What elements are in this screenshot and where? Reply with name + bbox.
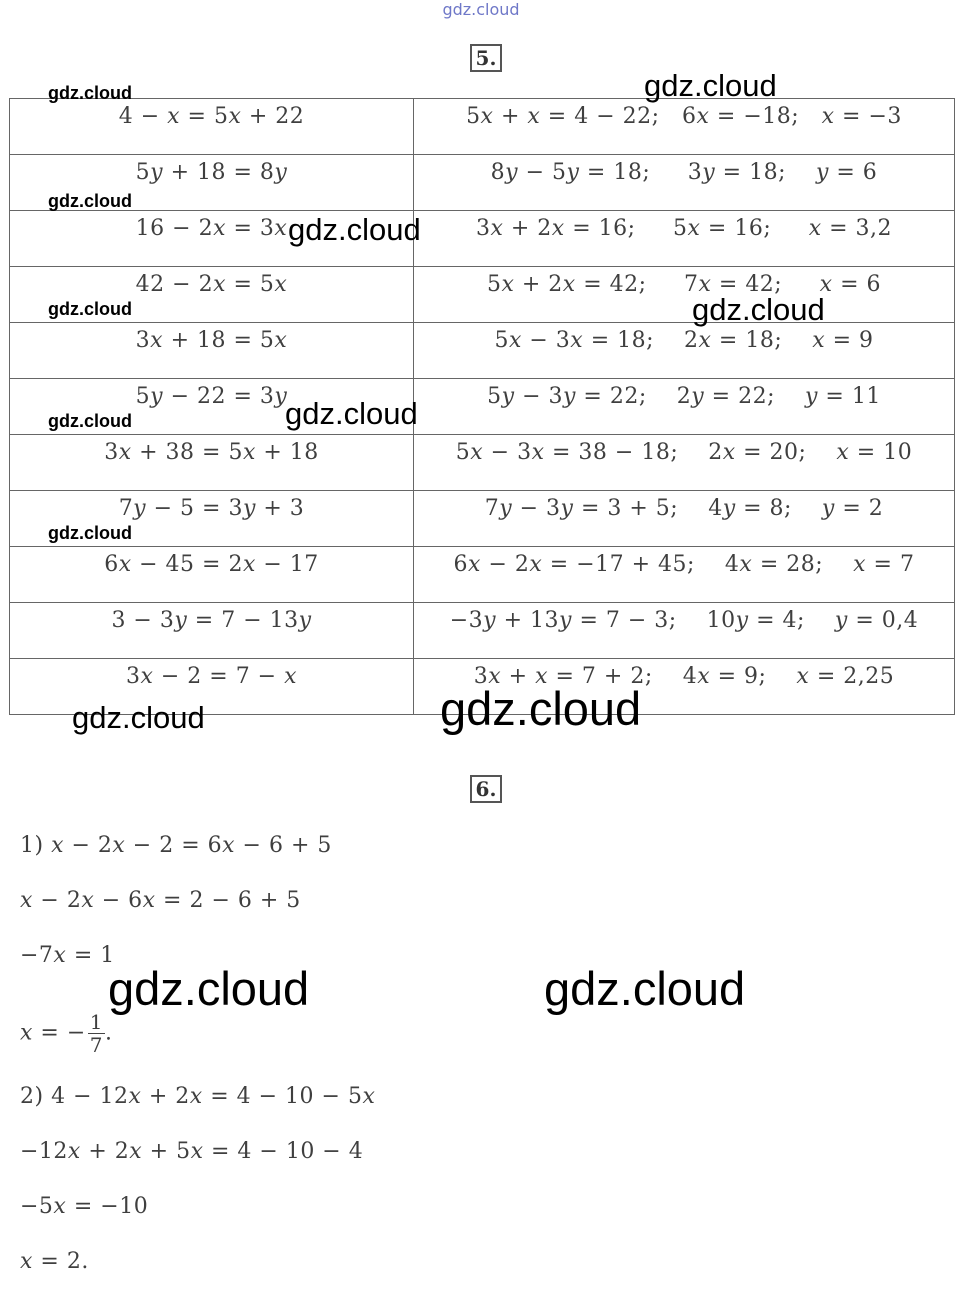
- solution-cell: [414, 267, 955, 327]
- solution-text: 3𝑥 + 2𝑥 = 16; 5𝑥 = 16; 𝑥 = 3,2: [475, 216, 893, 241]
- solution-text: 5𝑥 − 3𝑥 = 38 − 18; 2𝑥 = 20; 𝑥 = 10: [455, 440, 913, 465]
- solution-line: 𝑥 − 2𝑥 − 6𝑥 = 2 − 6 + 5: [20, 888, 301, 913]
- equation-row: [10, 435, 955, 491]
- equation-text: 6𝑥 − 45 = 2𝑥 − 17: [104, 552, 319, 577]
- fraction: [88, 1011, 105, 1056]
- solution-cell: [414, 99, 955, 155]
- equation-text: 7𝑦 − 5 = 3𝑦 + 3: [118, 496, 305, 521]
- solution-text: −3𝑦 + 13𝑦 = 7 − 3; 10𝑦 = 4; 𝑦 = 0,4: [449, 608, 919, 633]
- solution-line: −12𝑥 + 2𝑥 + 5𝑥 = 4 − 10 − 4: [20, 1139, 364, 1164]
- equation-cell: [10, 603, 414, 659]
- watermark: gdz.cloud: [288, 212, 421, 247]
- watermark: gdz.cloud: [48, 411, 132, 431]
- solution-cell: [414, 211, 955, 267]
- section-number-5: 5.: [470, 44, 502, 72]
- equation-cell: [10, 323, 414, 379]
- watermark: gdz.cloud: [72, 700, 205, 735]
- watermark: gdz.cloud: [48, 191, 132, 211]
- solution-line: −5𝑥 = −10: [20, 1194, 149, 1219]
- equation-text: 3𝑥 − 2 = 7 − 𝑥: [125, 664, 298, 689]
- equation-text: 3𝑥 + 38 = 5𝑥 + 18: [104, 440, 319, 465]
- watermark: gdz.cloud: [48, 523, 132, 543]
- solution-line: −7𝑥 = 1: [20, 943, 115, 968]
- equation-cell: [10, 659, 414, 715]
- watermark: gdz.cloud: [644, 68, 777, 103]
- solution-cell: [414, 491, 955, 547]
- equation-text: 5𝑦 + 18 = 8𝑦: [135, 160, 288, 185]
- solution-text: 8𝑦 − 5𝑦 = 18; 3𝑦 = 18; 𝑦 = 6: [490, 160, 878, 185]
- solution-text: 5𝑥 + 2𝑥 = 42; 7𝑥 = 42; 𝑥 = 6: [486, 272, 882, 297]
- equation-text: 16 − 2𝑥 = 3𝑥: [135, 216, 288, 241]
- watermark: gdz.cloud: [285, 396, 418, 431]
- section-number-6: 6.: [470, 775, 502, 803]
- fraction-prefix: 𝑥 = −: [20, 1020, 86, 1046]
- equation-cell: [10, 435, 414, 491]
- equation-text: 3𝑥 + 18 = 5𝑥: [135, 328, 288, 353]
- equation-row: [10, 155, 955, 211]
- equations-table: [9, 98, 955, 715]
- top-watermark: gdz.cloud: [442, 0, 520, 19]
- equation-row: [10, 211, 955, 267]
- solution-text: 7𝑦 − 3𝑦 = 3 + 5; 4𝑦 = 8; 𝑦 = 2: [484, 496, 884, 521]
- solution-cell: [414, 435, 955, 491]
- watermark: gdz.cloud: [440, 682, 642, 735]
- equation-text: 5𝑦 − 22 = 3𝑦: [135, 384, 288, 409]
- solution-text: 6𝑥 − 2𝑥 = −17 + 45; 4𝑥 = 28; 𝑥 = 7: [453, 552, 915, 577]
- fraction-denominator: 7: [89, 1033, 103, 1057]
- watermark: gdz.cloud: [692, 292, 825, 327]
- equation-row: [10, 547, 955, 603]
- equation-text: 42 − 2𝑥 = 5𝑥: [135, 272, 288, 297]
- equation-cell: [10, 99, 414, 155]
- fraction-numerator: 1: [89, 1010, 103, 1034]
- equation-text: 3 − 3𝑦 = 7 − 13𝑦: [111, 608, 312, 633]
- equation-row: [10, 379, 955, 435]
- solution-text: 3𝑥 + 𝑥 = 7 + 2; 4𝑥 = 9; 𝑥 = 2,25: [473, 664, 895, 689]
- solution-line: 2) 4 − 12𝑥 + 2𝑥 = 4 − 10 − 5𝑥: [20, 1084, 376, 1109]
- watermark: gdz.cloud: [48, 83, 132, 103]
- equation-cell: [10, 547, 414, 603]
- solution-cell: [414, 155, 955, 211]
- solution-cell: [414, 547, 955, 603]
- equation-row: [10, 491, 955, 547]
- solution-cell: [414, 323, 955, 379]
- equation-row: [10, 603, 955, 659]
- fraction-suffix: .: [105, 1020, 113, 1046]
- solution-cell: [414, 603, 955, 659]
- solution-line: 𝑥 = 2.: [20, 1249, 89, 1274]
- solution-cell: [414, 379, 955, 435]
- watermark: gdz.cloud: [108, 962, 310, 1015]
- section6-solution: [20, 828, 375, 1299]
- equation-text: 4 − 𝑥 = 5𝑥 + 22: [118, 104, 305, 129]
- watermark: gdz.cloud: [544, 962, 746, 1015]
- solution-text: 5𝑥 − 3𝑥 = 18; 2𝑥 = 18; 𝑥 = 9: [494, 328, 874, 353]
- solution-text: 5𝑦 − 3𝑦 = 22; 2𝑦 = 22; 𝑦 = 11: [487, 384, 881, 409]
- equation-row: [10, 99, 955, 155]
- solution-text: 5𝑥 + 𝑥 = 4 − 22; 6𝑥 = −18; 𝑥 = −3: [466, 104, 902, 129]
- watermark: gdz.cloud: [48, 299, 132, 319]
- equation-row: [10, 323, 955, 379]
- solution-line: 1) 𝑥 − 2𝑥 − 2 = 6𝑥 − 6 + 5: [20, 833, 332, 858]
